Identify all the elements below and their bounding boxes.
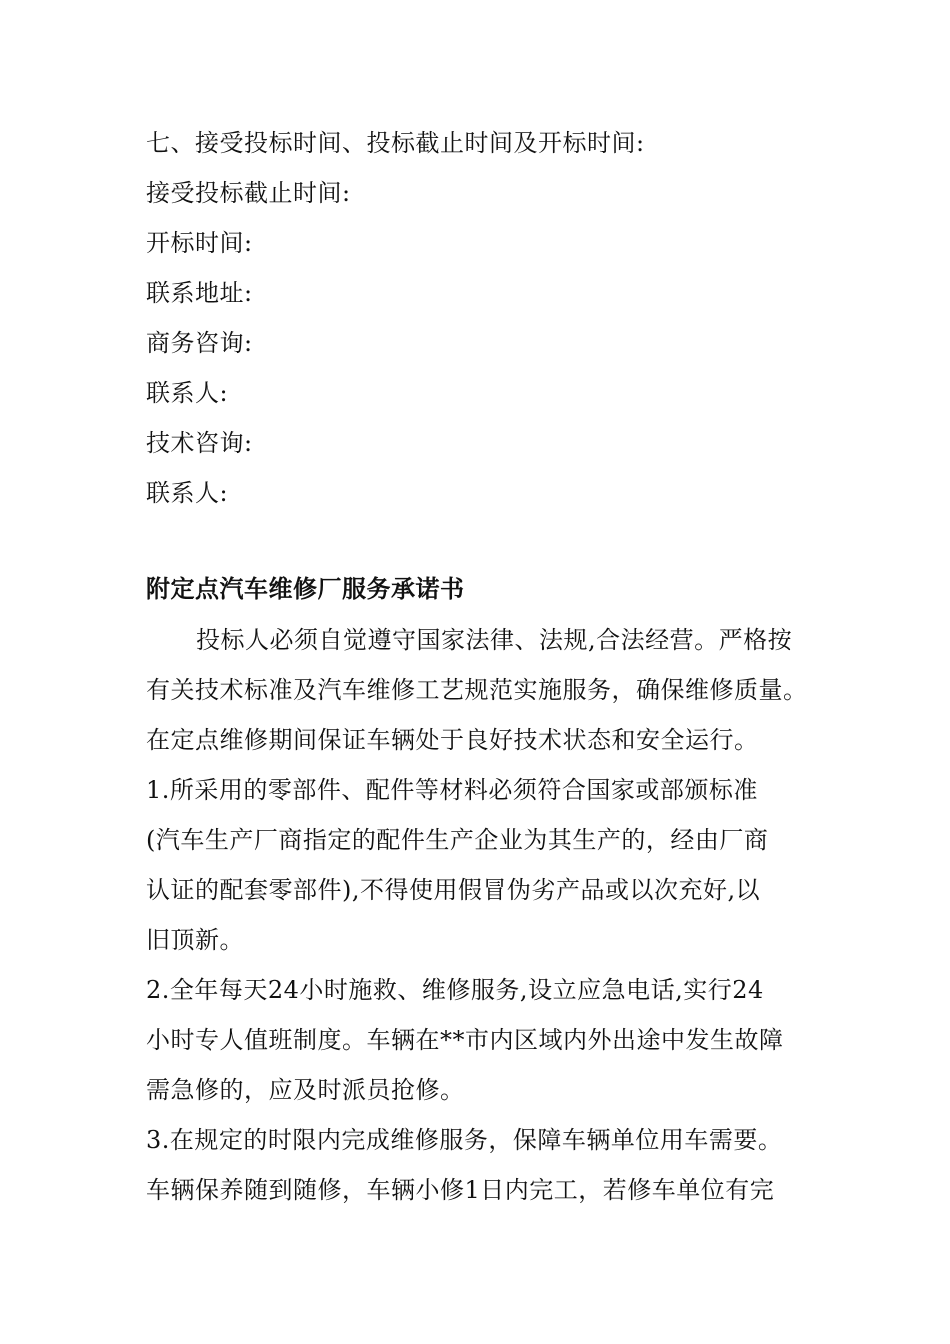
appendix-paragraph-line: 投标人必须自觉遵守国家法律、法规,合法经营。严格按 xyxy=(196,626,793,654)
appendix-item-1-line: 1.所采用的零部件、配件等材料必须符合国家或部颁标准 xyxy=(146,776,758,804)
appendix-item-2-line: 需急修的，应及时派员抢修。 xyxy=(146,1076,465,1104)
appendix-item-2-line: 小时专人值班制度。车辆在**市内区域内外出途中发生故障 xyxy=(146,1026,784,1054)
section-heading: 七、接受投标时间、投标截止时间及开标时间: xyxy=(146,129,645,157)
field-opening-time: 开标时间: xyxy=(146,229,253,257)
appendix-paragraph-line: 有关技术标准及汽车维修工艺规范实施服务，确保维修质量。 xyxy=(146,676,808,704)
appendix-item-3-line: 车辆保养随到随修，车辆小修1日内完工，若修车单位有完 xyxy=(146,1176,775,1204)
field-bid-deadline: 接受投标截止时间: xyxy=(146,179,351,207)
field-contact-person-business: 联系人: xyxy=(146,379,229,407)
appendix-item-1-line: (汽车生产厂商指定的配件生产企业为其生产的，经由厂商 xyxy=(146,826,769,854)
field-technical-inquiry: 技术咨询: xyxy=(146,429,253,457)
appendix-item-1-line: 旧顶新。 xyxy=(146,926,244,954)
appendix-item-3-line: 3.在规定的时限内完成维修服务，保障车辆单位用车需要。 xyxy=(146,1126,783,1154)
appendix-item-1-line: 认证的配套零部件),不得使用假冒伪劣产品或以次充好,以 xyxy=(146,876,761,904)
appendix-title: 附定点汽车维修厂服务承诺书 xyxy=(146,574,465,603)
field-contact-person-technical: 联系人: xyxy=(146,479,229,507)
appendix-item-2-line: 2.全年每天24小时施救、维修服务,设立应急电话,实行24 xyxy=(146,976,764,1004)
field-contact-address: 联系地址: xyxy=(146,279,253,307)
appendix-paragraph-line: 在定点维修期间保证车辆处于良好技术状态和安全运行。 xyxy=(146,726,759,754)
field-business-inquiry: 商务咨询: xyxy=(146,329,253,357)
